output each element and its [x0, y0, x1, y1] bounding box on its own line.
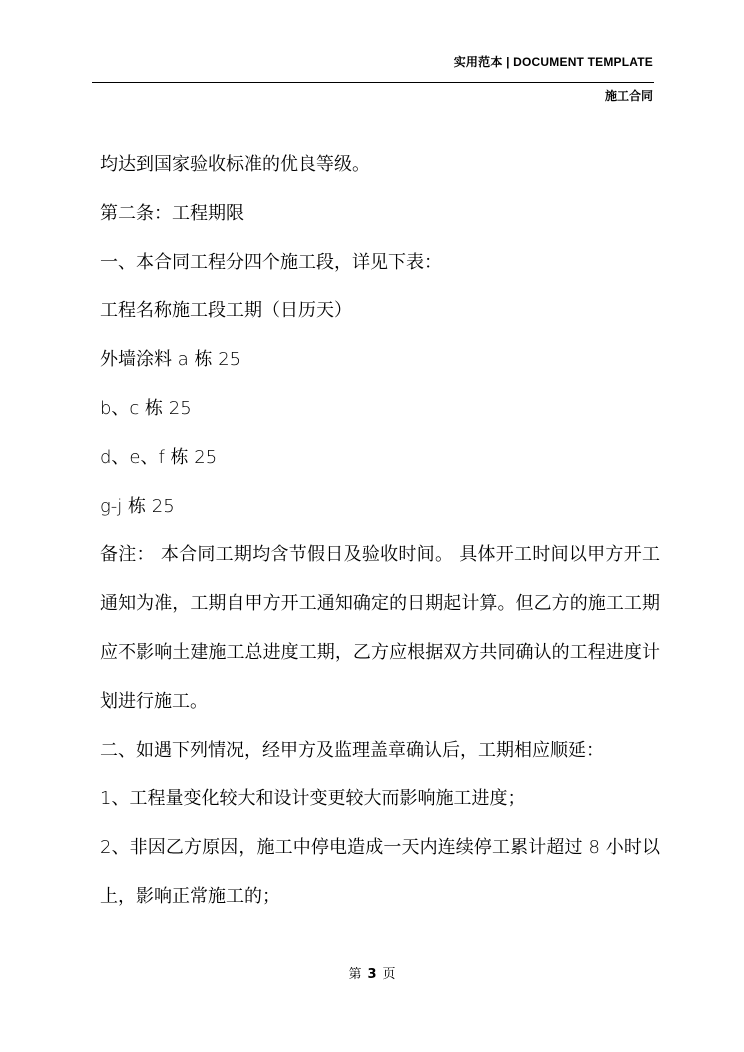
header-divider [92, 82, 654, 83]
remarks-paragraph: 备注： 本合同工期均含节假日及验收时间。 具体开工时间以甲方开工通知为准，工期自甲方开工通知确定的日期起计算。但乙方的施工工期应不影响土建施工总进度工期，乙方应根据双方共同确认的工程进度计划进行施工。 [100, 544, 660, 712]
document-body [100, 141, 660, 922]
list-item: 2、非因乙方原因，施工中停电造成一天内连续停工累计超过 8 小时以上，影响正常施工的； [100, 837, 660, 907]
page-number: 3 [367, 967, 377, 982]
page-footer [0, 963, 744, 982]
table-line: g-j 栋 25 [100, 495, 175, 517]
paragraph: 均达到国家验收标准的优良等级。 [100, 154, 370, 175]
table-header-line: 工程名称施工段工期（日历天） [100, 300, 352, 322]
paragraph: 一、本合同工程分四个施工段，详见下表： [100, 251, 442, 273]
footer-prefix: 第 [348, 967, 362, 982]
header-brand: 实用范本 | DOCUMENT TEMPLATE [453, 55, 653, 69]
table-line: b、c 栋 25 [100, 397, 192, 419]
section-heading: 第二条：工程期限 [100, 202, 244, 224]
header-doc-type: 施工合同 [604, 89, 653, 103]
paragraph: 二、如遇下列情况，经甲方及监理盖章确认后，工期相应顺延： [100, 739, 604, 761]
footer-suffix: 页 [382, 967, 396, 982]
table-line: 外墙涂料 a 栋 25 [100, 349, 242, 371]
table-line: d、e、f 栋 25 [100, 446, 218, 468]
list-item: 1、工程量变化较大和设计变更较大而影响施工进度； [100, 788, 526, 810]
